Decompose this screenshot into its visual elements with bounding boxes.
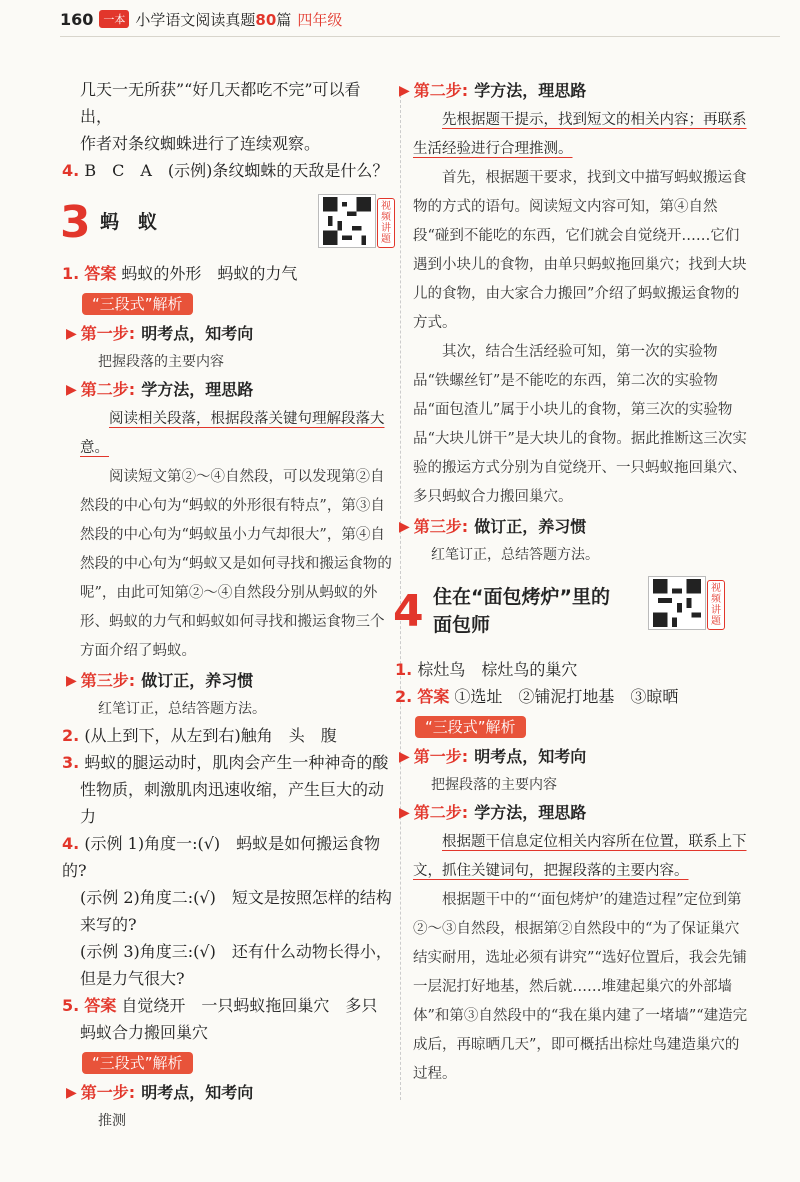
video-lesson-label[interactable]: 视频讲题 xyxy=(707,580,725,630)
step-2-method: 阅读相关段落，根据段落关键句理解段落大意。 xyxy=(80,411,385,456)
section-title: 蚂 蚁 xyxy=(100,210,158,233)
arrow-icon: ▶ xyxy=(399,805,410,821)
question-4b-example-2: (示例 2)角度二:(√) 短文是按照怎样的结构来写的? xyxy=(80,888,392,934)
step-1: ▶ 第一步: 明考点，知考向 xyxy=(413,742,748,772)
brand-logo: 一本 xyxy=(99,10,129,28)
analysis-tag: “三段式”解析 xyxy=(82,293,193,315)
right-column xyxy=(393,76,748,1089)
step-3: ▶ 第三步: 做订正，养习惯 xyxy=(80,666,392,696)
qr-code-icon[interactable] xyxy=(648,576,706,630)
body-paragraph-2: 其次，结合生活经验可知，第一次的实验物品“铁螺丝钉”是不能吃的东西，第二次的实验物品“面包渣儿”属于小块儿的食物，第三次的实验物品“大块儿饼干”是大块儿的食物。据此推断这三次实验的搬运方式分别为自觉绕开、一只蚂蚁拖回巢穴、多只蚂蚁合力搬回巢穴。 xyxy=(413,344,747,505)
page-number: 160 xyxy=(60,9,94,29)
book-title: 小学语文阅读真题80篇 xyxy=(135,10,292,29)
arrow-icon: ▶ xyxy=(399,519,410,535)
question-2: 2. 答案 ①选址 ②铺泥打地基 ③晾晒 xyxy=(395,687,679,706)
question-4b: 4. (示例 1)角度一:(√) 蚂蚁是如何搬运食物的? xyxy=(62,834,381,880)
step-2: ▶ 第二步: 学方法，理思路 xyxy=(80,375,392,405)
arrow-icon: ▶ xyxy=(66,326,77,342)
page-header xyxy=(60,6,342,32)
step-2: ▶ 第二步: 学方法，理思路 xyxy=(413,76,748,106)
step-3-text: 红笔订正，总结答题方法。 xyxy=(431,547,599,563)
analysis-tag: “三段式”解析 xyxy=(82,1052,193,1074)
analysis-tag: “三段式”解析 xyxy=(415,716,526,738)
section-3-heading xyxy=(60,194,392,250)
step-1b-text: 推测 xyxy=(98,1113,126,1129)
step-3-text: 红笔订正，总结答题方法。 xyxy=(98,701,266,717)
body-paragraph-3: 根据题干中的“‘面包烤炉’的建造过程”定位到第②～③自然段，根据第②自然段中的“为了保证巢穴结实耐用，选址必须有讲究”“选好位置后，我会先铺一层泥打好地基，然后就……堆建起巢穴的外部墙体”和第③自然段中的“我在巢内建了一堵墙”“建造完成后，再晾晒几天”，即可概括出棕灶鸟建造巢穴的过程。 xyxy=(413,892,748,1082)
question-4: 4. B C A (示例)条纹蜘蛛的天敌是什么？ xyxy=(62,161,389,180)
step-1-text: 把握段落的主要内容 xyxy=(98,354,224,370)
question-3: 3. 蚂蚁的腿运动时，肌肉会产生一种神奇的酸性物质，刺激肌肉迅速收缩，产生巨大的动力 xyxy=(62,753,389,826)
step-3: ▶ 第三步: 做订正，养习惯 xyxy=(413,512,748,542)
arrow-icon: ▶ xyxy=(66,382,77,398)
arrow-icon: ▶ xyxy=(66,673,77,689)
step-1b: ▶ 第一步: 明考点，知考向 xyxy=(80,1078,392,1108)
question-1: 1. 答案 蚂蚁的外形 蚂蚁的力气 xyxy=(62,264,298,283)
continued-line-1: 几天一无所获”“好几天都吃不完”可以看出， xyxy=(80,80,361,126)
step-1: ▶ 第一步: 明考点，知考向 xyxy=(80,319,392,349)
section-4-heading xyxy=(393,576,748,646)
question-4b-example-3: (示例 3)角度三:(√) 还有什么动物长得小，但是力气很大? xyxy=(80,942,392,988)
arrow-icon: ▶ xyxy=(66,1085,77,1101)
section-number: 4 xyxy=(393,585,424,637)
left-column xyxy=(60,76,392,1134)
question-1: 1. 棕灶鸟 棕灶鸟的巢穴 xyxy=(395,660,578,679)
arrow-icon: ▶ xyxy=(399,749,410,765)
section-number: 3 xyxy=(60,196,91,248)
section-title: 住在“面包烤炉”里的 面包师 xyxy=(433,586,610,636)
question-5: 5. 答案 自觉绕开 一只蚂蚁拖回巢穴 多只蚂蚁合力搬回巢穴 xyxy=(62,996,378,1042)
grade-label: 四年级 xyxy=(297,10,343,29)
step-2b-method: 根据题干信息定位相关内容所在位置，联系上下文，抓住关键词句，把握段落的主要内容。 xyxy=(413,834,747,879)
step-1-text: 把握段落的主要内容 xyxy=(431,777,557,793)
step-2b: ▶ 第二步: 学方法，理思路 xyxy=(413,798,748,828)
question-2: 2. (从上到下，从左到右)触角 头 腹 xyxy=(62,726,337,745)
arrow-icon: ▶ xyxy=(399,83,410,99)
step-2-body: 阅读短文第②～④自然段，可以发现第②自然段的中心句为“蚂蚁的外形很有特点”，第③自然段的中心句为“蚂蚁虽小力气却很大”，第④自然段的中心句为“蚂蚁又是如何寻找和搬运食物的呢”，由此可知第②～④自然段分别从蚂蚁的外形、蚂蚁的力气和蚂蚁如何寻找和搬运食物三个方面介绍了蚂蚁。 xyxy=(80,469,392,659)
body-paragraph-1: 首先，根据题干要求，找到文中描写蚂蚁搬运食物的方式的语句。阅读短文内容可知，第④自然段“碰到不能吃的东西，它们就会自觉绕开……它们遇到小块儿的食物，由单只蚂蚁拖回巢穴；找到大块儿的食物，由大家合力搬回”介绍了蚂蚁搬运食物的方式。 xyxy=(413,170,747,331)
header-divider xyxy=(60,36,780,37)
qr-code-icon[interactable] xyxy=(318,194,376,248)
step-2-method: 先根据题干提示，找到短文的相关内容；再联系生活经验进行合理推测。 xyxy=(413,112,747,157)
video-lesson-label[interactable]: 视频讲题 xyxy=(377,198,395,248)
continued-line-2: 作者对条纹蜘蛛进行了连续观察。 xyxy=(80,134,321,153)
